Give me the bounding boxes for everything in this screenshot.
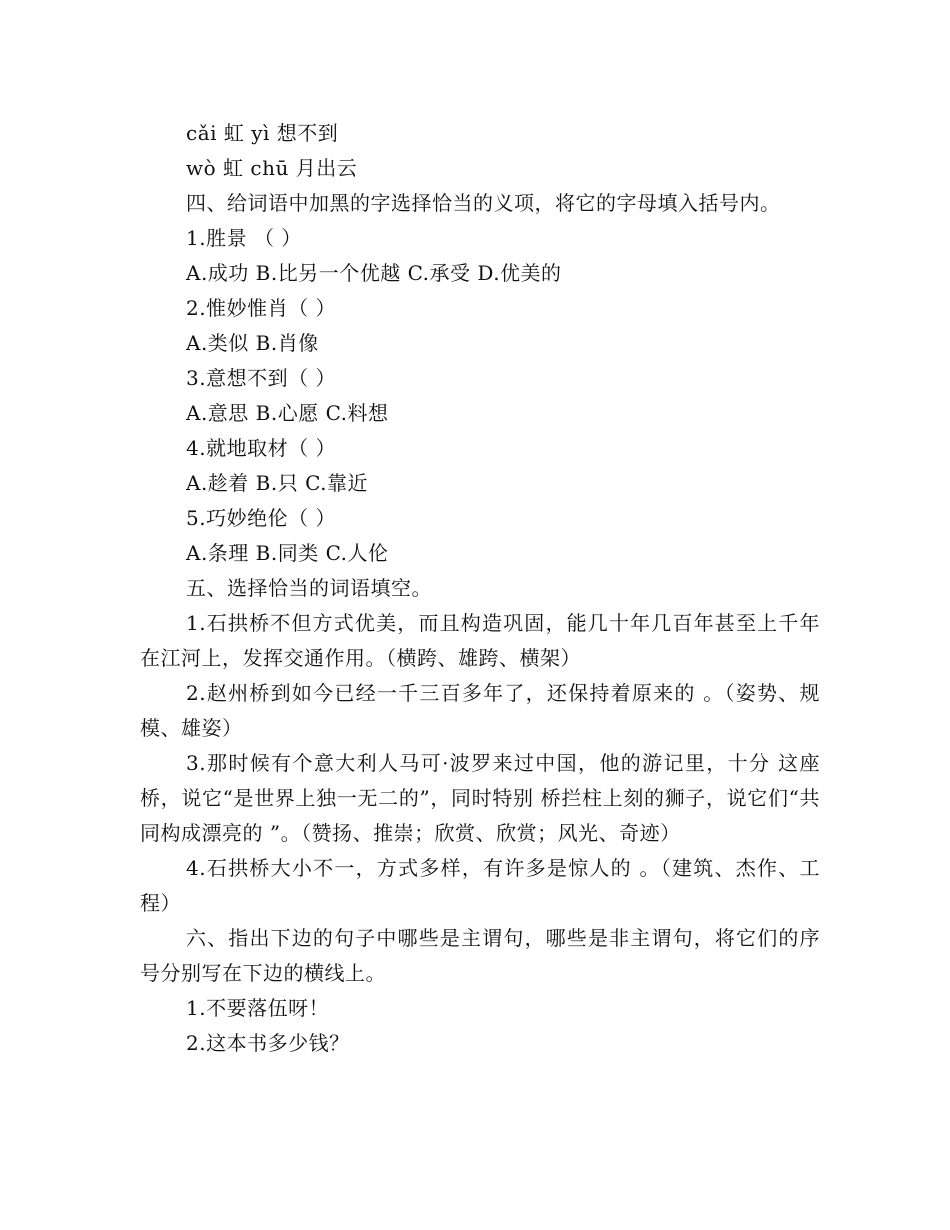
section-six-heading: 六、指出下边的句子中哪些是主谓句，哪些是非主谓句，将它们的序号分别写在下边的横线上。 bbox=[140, 926, 820, 985]
document-body bbox=[140, 116, 820, 1061]
question-5-4: 4.石拱桥大小不一，方式多样，有许多是惊人的 。（建筑、杰作、工程） bbox=[140, 856, 820, 915]
sentence-6-1: 1.不要落伍呀！ bbox=[186, 996, 330, 1020]
question-4-5-options: A.条理 B.同类 C.人伦 bbox=[186, 541, 389, 565]
pinyin-line-2: wò 虹 chū 月出云 bbox=[186, 156, 358, 180]
question-4-4: 4.就地取材（ ） bbox=[186, 436, 336, 460]
question-5-3: 3.那时候有个意大利人马可·波罗来过中国，他的游记里，十分 这座桥，说它“是世界上独一无二的”，同时特别 桥拦柱上刻的狮子，说它们“共同构成漂亮的 ”。（赞扬、推崇；欣赏、欣赏；风光、奇迹） bbox=[140, 751, 820, 845]
question-4-5: 5.巧妙绝伦（ ） bbox=[186, 506, 336, 530]
section-five-heading: 五、选择恰当的词语填空。 bbox=[186, 576, 432, 600]
question-4-3-options: A.意思 B.心愿 C.料想 bbox=[186, 401, 389, 425]
question-4-4-options: A.趁着 B.只 C.靠近 bbox=[186, 471, 369, 495]
question-4-3: 3.意想不到（ ） bbox=[186, 366, 336, 390]
question-4-1-options: A.成功 B.比另一个优越 C.承受 D.优美的 bbox=[186, 261, 562, 285]
question-4-2: 2.惟妙惟肖（ ） bbox=[186, 296, 336, 320]
question-4-2-options: A.类似 B.肖像 bbox=[186, 331, 319, 355]
section-four-heading: 四、给词语中加黑的字选择恰当的义项，将它的字母填入括号内。 bbox=[186, 191, 781, 215]
question-5-2: 2.赵州桥到如今已经一千三百多年了，还保持着原来的 。（姿势、规模、雄姿） bbox=[140, 681, 820, 740]
question-5-1: 1.石拱桥不但方式优美，而且构造巩固，能几十年几百年甚至上千年 在江河上，发挥交通作用。（横跨、雄跨、横架） bbox=[140, 611, 820, 670]
question-4-1: 1.胜景 （ ） bbox=[186, 226, 302, 250]
pinyin-line-1: cǎi 虹 yì 想不到 bbox=[186, 121, 339, 145]
sentence-6-2: 2.这本书多少钱？ bbox=[186, 1031, 350, 1055]
